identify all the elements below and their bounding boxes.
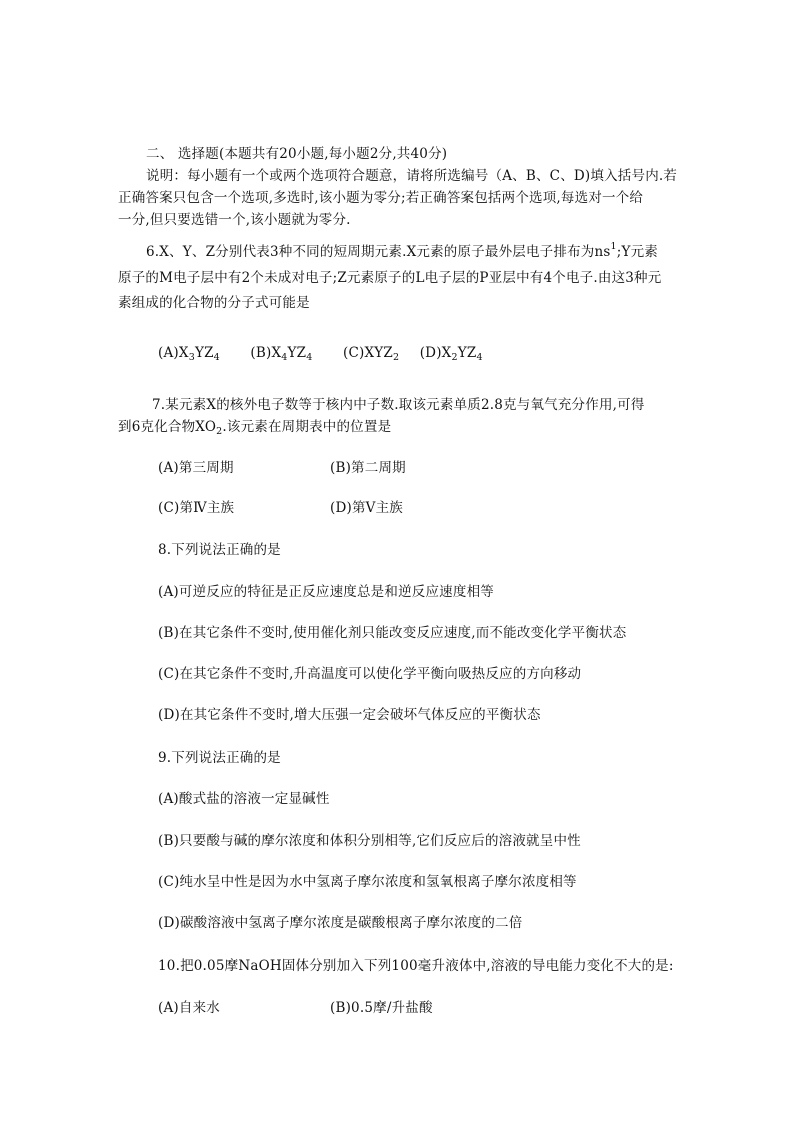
q7-option-c: (C)第Ⅳ主族 bbox=[158, 500, 235, 516]
q9-option-c: (C)纯水呈中性是因为水中氢离子摩尔浓度和氢氧根离子摩尔浓度相等 bbox=[158, 874, 577, 890]
q7-option-b: (B)第二周期 bbox=[330, 460, 406, 476]
q6-options bbox=[158, 344, 483, 362]
q8-option-b: (B)在其它条件不变时,使用催化剂只能改变反应速度,而不能改变化学平衡状态 bbox=[158, 625, 627, 641]
q6-option-a: $(A)X_3YZ_4$ bbox=[158, 345, 220, 363]
note-line-2: 正确答案只包含一个选项,多选时,该小题为零分;若正确答案包括两个选项,每选对一个给 bbox=[118, 190, 644, 206]
q6-line-1: 6.X、Y、Z分别代表3种不同的短周期元素.X元素的原子最外层电子排布为$ns^1;Y$元素 bbox=[146, 241, 659, 260]
q8-option-d: (D)在其它条件不变时,增大压强一定会破坏气体反应的平衡状态 bbox=[158, 707, 541, 723]
q7-option-a: (A)第三周期 bbox=[158, 460, 234, 476]
q8-stem: 8.下列说法正确的是 bbox=[158, 542, 281, 558]
section-title: 二、 选择题(本题共有20小题,每小题2分,共40分) bbox=[146, 146, 448, 162]
q9-stem: 9.下列说法正确的是 bbox=[158, 750, 281, 766]
q7-options-row-1 bbox=[158, 459, 234, 477]
q8-option-a: (A)可逆反应的特征是正反应速度总是和逆反应速度相等 bbox=[158, 584, 494, 600]
q6-option-d: $(D)X_2YZ_4$ bbox=[419, 345, 483, 363]
q6-option-c: $(C)XYZ_2$ bbox=[342, 345, 400, 363]
q6-line-2: 原子的M电子层中有2个未成对电子;Z元素原子的L电子层的P亚层中有4个电子.由这3种元 bbox=[118, 270, 662, 286]
q9-option-a: (A)酸式盐的溶液一定显碱性 bbox=[158, 791, 330, 807]
q7-option-d: (D)第Ⅴ主族 bbox=[330, 500, 404, 516]
q10-option-a: (A)自来水 bbox=[158, 1000, 220, 1016]
q7-line-2: 到6克化合物$XO_2$.该元素在周期表中的位置是 bbox=[118, 419, 392, 437]
note-line-3: 一分,但只要选错一个,该小题就为零分. bbox=[118, 212, 351, 228]
q10-stem: 10.把0.05摩NaOH固体分别加入下列100毫升液体中,溶液的导电能力变化不大的是: bbox=[158, 958, 674, 974]
q9-option-d: (D)碳酸溶液中氢离子摩尔浓度是碳酸根离子摩尔浓度的二倍 bbox=[158, 915, 523, 931]
q10-option-b: (B)0.5摩/升盐酸 bbox=[330, 1000, 433, 1016]
q9-option-b: (B)只要酸与碱的摩尔浓度和体积分别相等,它们反应后的溶液就呈中性 bbox=[158, 833, 581, 849]
q6-line-3: 素组成的化合物的分子式可能是 bbox=[118, 295, 310, 311]
q8-option-c: (C)在其它条件不变时,升高温度可以使化学平衡向吸热反应的方向移动 bbox=[158, 666, 582, 682]
q6-option-b: $(B)X_4YZ_4$ bbox=[250, 345, 313, 363]
note-line-1: 说明：每小题有一个或两个选项符合题意，请将所选编号（A、B、C、D)填入括号内.若 bbox=[146, 168, 678, 184]
q7-line-1: 7.某元素X的核外电子数等于核内中子数.取该元素单质2.8克与氧气充分作用,可得 bbox=[152, 397, 645, 413]
